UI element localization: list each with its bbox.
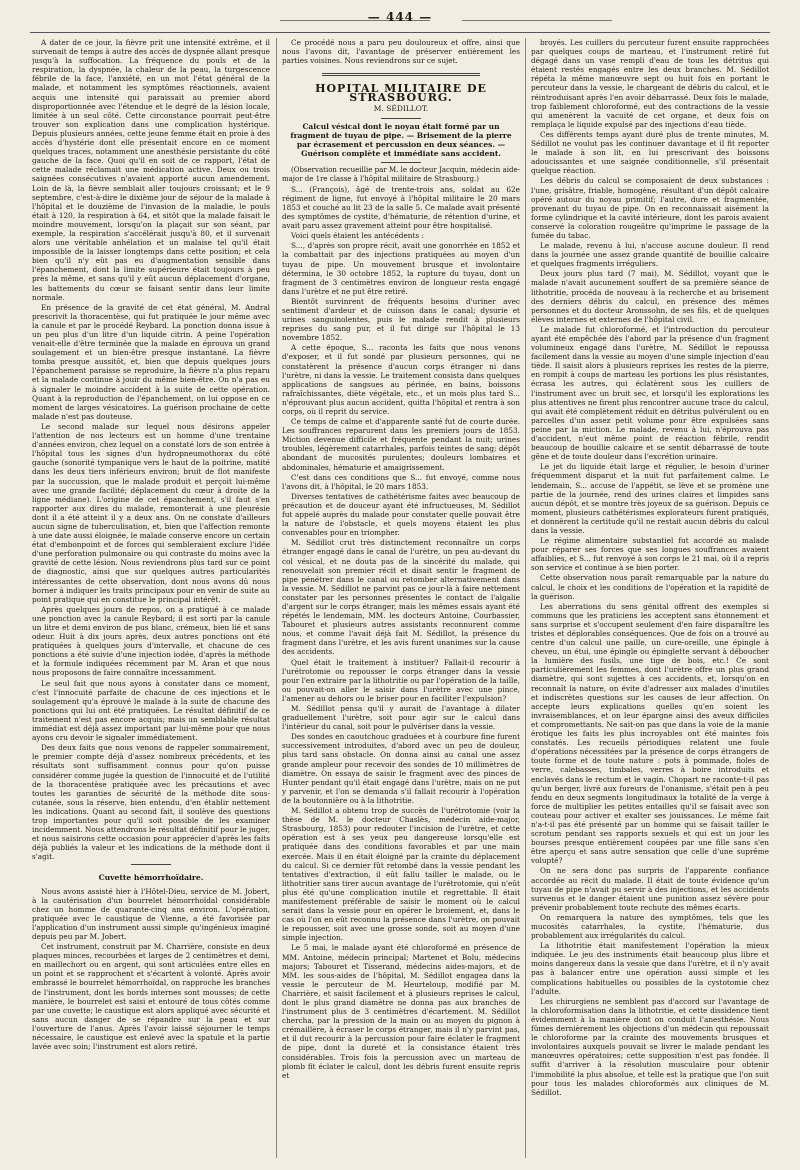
observation-note: (Observation recueillie par M. le docteur Jacquin, médecin aide-major de 1re classe à l'hôpital militaire de Strasbourg.) bbox=[282, 165, 520, 183]
paragraph: Deux jours plus tard (7 mai), M. Sédillot, voyant que le malade n'avait aucunement souffert de sa première séance de lithotritie, procéda de nouveau à la recherche et au brisement des derniers débris du calcul, en présence des mêmes personnes et du docteur Aronssohn, de ses fils, et de quelques élèves internes et externes de l'hôpital civil. bbox=[531, 269, 769, 324]
paragraph: Cette observation nous paraît remarquable par la nature du calcul, le choix et les conditions de l'opération et la rapidité de la guérison. bbox=[531, 573, 769, 601]
paragraph: En présence de la gravité de cet état général, M. Andral prescrivit la thoracentèse, qui fut pratiquée le jour même avec la canule et par le procédé Reybard. La ponction donna issue à un peu plus d'un litre d'un liquide citrin. A peine l'opération venait-elle d'être terminée que la malade en éprouva un grand soulagement et un bien-être presque instantané. La fièvre tomba presque aussitôt, et, bien que depuis quelques jours l'épanchement paraisse se reproduire, la fièvre n'a plus reparu et la malade continue à jouir du même bien-être. On n'a pas eu à signaler le moindre accident à la suite de cette opération. Quant à la reproduction de l'épanchement, on lui oppose en ce moment de larges vésicatoires. La guérison prochaine de cette malade n'est pas douteuse. bbox=[32, 302, 270, 421]
paragraph: Les aberrations du sens génital offrent des exemples si communs que les praticiens les acceptent sans étonnement et sans surprise et s'occupent seulement d'en faire disparaître les tristes et déplorables conséquences. Que de fois on a trouvé au centre d'un calcul une paille, un cure-oreille, une épingle à cheveu, un étui, une épingle ou épinglette servant à déboucher la lumière des fusils, une tige de bois, etc.! Ce sont particulièrement les femmes, dont l'urètre offre un plus grand diamètre, qui sont sujettes à ces accidents, et, lorsqu'on en reconnaît la nature, on évite d'adresser aux malades d'inutiles et indiscrètes questions sur les causes de leur affection. On accepte leurs explications quelles qu'en soient les invraisemblances, et on leur épargne ainsi des aveux difficiles et compromettants. Ne sait-on pas que dans la voie de la manie érotique les faits les plus incroyables ont été maintes fois constatés. Les recueils périodiques relatent une foule d'opérations nécessitées par la présence de corps étrangers de toute forme et de toute nature : pots à pommade, fioles de verre, calebasses, timbales, verres à boire introduits et enclavés dans le rectum et le vagin. Chopart ne raconte-t-il pas qu'un berger, livré aux fureurs de l'onanisme, s'était pen à peu fendu en deux segments longitudinaux la totalité de la verge à force de multiplier les petites entailles qu'il se faisait avec son couteau pour activer et exalter ses jouissances. Le même fait n'a-t-il pas été présenté par un homme qui se faisait tailler le scrotum pendant ses rapports sexuels et qui est un jour les bourses presque entièrement coupées par une fille sans s'en être aperçu et sans autre sensation que celle d'une suprême volupté? bbox=[531, 601, 769, 866]
section-divider bbox=[381, 118, 421, 119]
column-2 bbox=[282, 38, 520, 1163]
paragraph: Voici quels étaient les antécédents : bbox=[291, 231, 424, 241]
paragraph: A cette époque, S... raconta les faits que nous venons d'exposer, et il fut sondé par plusieurs personnes, qui ne constatèrent la présence d'aucun corps étranger ni dans l'urètre, ni dans la vessie. Le traitement consista dans quelques applications de sangsues au périnée, en bains, boissons rafraîchissantes, diète végétale, etc., et un mois plus tard S... n'éprouvant plus aucun accident, quitta l'hôpital et rentra à son corps, où il reprit du service. bbox=[282, 343, 520, 416]
paragraph: Des sondes en caoutchouc graduées et à courbure fine furent successivement introduites, d'abord avec un peu de douleur, plus tard sans obstacle. On donna ainsi au canal une assez grande ampleur pour recevoir des sondes de 10 millimètres de diamètre. On essaya de saisir le fragment avec des pinces de Hunter pendant qu'il était engagé dans l'urètre, mais on ne put y parvenir, et l'on se demanda s'il fallait recourir à l'opération de la boutonnière ou à la lithotritie. bbox=[282, 732, 520, 805]
paragraph: Ce procédé nous a paru peu douloureux et offre, ainsi que nous l'avons dit, l'avantage de préserver entièrement les parties voisines. Nous reviendrons sur ce sujet. bbox=[282, 38, 520, 66]
section-divider bbox=[131, 864, 171, 865]
paragraph: La lithotritie était manifestement l'opération la mieux indiquée. Le jeu des instruments était beaucoup plus libre et moins dangereux dans la vessie que dans l'urètre, et il n'y avait pas à balancer entre une opération aussi simple et les complications habituelles ou possibles de la cystotomie chez l'adulte. bbox=[531, 941, 769, 996]
paragraph: Diverses tentatives de cathétérisme faites avec beaucoup de précaution et de douceur ayant été infructueuses, M. Sédillot fut appelé auprès du malade pour constater quelle pouvait être la nature de l'obstacle, et quels moyens étaient les plus convenables pour en triompher. bbox=[282, 491, 520, 538]
case-title: Calcul vésical dont le noyau était formé par un fragment de tuyau de pipe. — Brisement de la pierre par écrasement et percussion en deux séances. — Guérison complète et immédiate sans accident. bbox=[290, 121, 512, 158]
paragraph: Le seul fait que nous ayons à constater dans ce moment, c'est l'innocuité parfaite de chacune de ces injections et le soulagement qu'a éprouvé le malade à la suite de chacune des ponctions qui lui ont été pratiquées. Le résultat définitif de ce traitement n'est pas encore acquis; mais un semblable résultat immédiat est déjà assez important par lui-même pour que nous ayons cru devoir le signaler immédiatement. bbox=[32, 678, 270, 743]
paragraph: S..., d'après son propre récit, avait une gonorrhée en 1852 et la combattait par des injections pratiquées au moyen d'un tuyau de pipe. Un mouvement brusque et involontaire détermina, le 30 octobre 1852, la rupture du tuyau, dont un fragment de 3 centimètres environ de longueur resta engagé dans l'urètre et ne put être retiré. bbox=[282, 241, 520, 296]
column-3 bbox=[531, 38, 769, 1163]
paragraph: Après quelques jours de repos, on a pratiqué à ce malade une ponction avec la canule Reybard; il est sorti par la canule un litre et demi environ de pus blanc, crémeux, bien lié et sans odeur. Huit à dix jours après, deux autres ponctions ont été pratiquées à quelques jours d'intervalle, et chacune de ces ponctions a été suivie d'une injection iodée, d'après la méthode et la formule indiquées récemment par M. Aran et que nous nous proposons de faire connaître incessamment. bbox=[32, 604, 270, 678]
column-1 bbox=[32, 38, 270, 1163]
page-number: — 444 — bbox=[367, 10, 433, 24]
paragraph: Quel était le traitement à instituer? Fallait-il recourir à l'urétrotomie ou repousser le corps étranger dans la vessie pour l'en extraire par la lithotritie ou par l'opération de la taille, ou pouvait-on aller le saisir dans l'urètre avec une pince, l'amener au dehors ou le briser pour en faciliter l'expulsion? bbox=[282, 657, 520, 703]
column-separator-1 bbox=[276, 38, 277, 1158]
paragraph: Des deux faits que nous venons de rappeler sommairement, le premier compte déjà d'assez nombreux précédents, et les résultats sont suffisamment connus pour qu'on puisse considérer comme jugée la question de l'innocuité et de l'utilité de la thoracentèse pratiquée avec les précautions et avec toutes les garanties de sécurité de la méthode dite sous-cutanée, sous la réserve, bien entendu, d'en établir nettement les indications. Quant au second fait, il soulève des questions trop importantes pour qu'il soit possible de les examiner incidemment. Nous attendrons le résultat définitif pour le juger, et nous saisirons cette occasion pour apprécier d'après les faits déjà publiés la valeur et les indications de la méthode dont il s'agit. bbox=[32, 743, 270, 862]
paragraph: M. Sédillot a obtenu trop de succès de l'urétrotomie (voir la thèse de M. le docteur Chaslès, médecin aide-major, Strasbourg, 1853) pour redouter l'incision de l'urètre, et cette opération est à ses yeux peu dangereuse lorsqu'elle est pratiquée dans des conditions favorables et par une main exercée. Mais il en était éloigné par la crainte du déplacement du calcul. Si ce dernier fût retombé dans la vessie pendant les tentatives d'extraction, il eût fallu tailler le malade, ou le lithotritier sans tirer aucun avantage de l'urétrotomie, qui n'eût plus été qu'une complication inutile et regrettable. Il était manifestement préférable de saisir le moment où le calcul serait dans la vessie pour en opérer le broiement, et, dans le cas où l'on en eût reconnu la présence dans l'urètre, on pouvait le repousser, soit avec une grosse sonde, soit au moyen d'une simple injection. bbox=[282, 806, 520, 943]
paragraph: Les chirurgiens ne semblent pas d'accord sur l'avantage de la chloroformisation dans la lithotritie, et cette dissidence tient évidemment à la manière dont on conduit l'anesthésie. Nous fûmes dernièrement les objections d'un médecin qui repoussait le chloroforme par la crainte des mouvements brusques et involontaires auxquels pouvait se livrer le malade pendant les manœuvres opératoires; cette supposition n'est pas fondée. Il suffit d'arriver à la résolution musculaire pour obtenir l'immobilité la plus absolue, et telle est la pratique que l'on suit pour tous les malades chloroformés aux cliniques de M. Sédillot. bbox=[531, 996, 769, 1097]
section-title-hopital: HOPITAL MILITAIRE DE STRASBOURG. bbox=[315, 82, 487, 105]
section-subtitle: M. SÉDILLOT. bbox=[373, 104, 429, 114]
section-title-cuvette: Cuvette hémorrhoïdaire. bbox=[98, 873, 204, 883]
paragraph: broyés. Les cuillers du percuteur furent ensuite rapprochées par quelques coups de marteau, et l'instrument retiré fut dégagé dans un vase rempli d'eau de tous les détritus qui étaient restés engagés entre les deux branches. M. Sédillot répéta la même manœuvre sept ou huit fois en portant le percuteur dans la vessie, le chargeant de débris du calcul, et le réintroduisant après l'en avoir débarrassé. Deux fois le malade, trop faiblement chloroformé, eut des contractions de la vessie qui amenèrent la vacuité de cet organe, et deux fois on remplaça le liquide expulsé par des injections d'eau tiède. bbox=[531, 38, 769, 129]
paragraph: Le jet du liquide était large et régulier, le besoin d'uriner fréquemment disparut et la nuit fut parfaitement calme. Le lendemain, S... accuse de l'appétit, se lève et se promène une partie de la journée, rend des urines claires et limpides sans aucun dépôt, et se montre très joyeux de sa guérison. Depuis ce moment, plusieurs cathétérismes explorateurs furent pratiqués, et donnèrent la certitude qu'il ne restait aucun débris du calcul dans la vessie. bbox=[531, 462, 769, 535]
paragraph: M. Sédillot pensa qu'il y aurait de l'avantage à dilater graduellement l'urètre, soit pour agir sur le calcul dans l'intérieur du canal, soit pour le pulvériser dans la vessie. bbox=[282, 704, 520, 732]
paragraph: M. Sédillot crut très distinctement reconnaître un corps étranger engagé dans le canal de l'urètre, un peu au-devant du col vésical, et ne douta pas de la sincérité du malade, qui renouvelait son premier récit et disait sentir le fragment de pipe pénétrer dans le canal ou retomber alternativement dans la vessie. M. Sédillot ne parvint pas ce jour-là à faire nettement constater par les personnes présentes le contact de l'algalie d'argent sur le corps étranger, mais les mêmes essais ayant été répétés le lendemain, MM. les docteurs Antoine, Courbassier, Tabouret et plusieurs autres assistants reconnurent comme nous, et comme l'avait déjà fait M. Sédillot, la présence du fragment dans l'urètre, et les avis furent unanimes sur la cause des accidents. bbox=[282, 538, 520, 657]
paragraph: Ce temps de calme et d'apparente santé fut de courte durée. Les souffrances reparurent dans les premiers jours de 1853. Miction devenue difficile et fréquente pendant la nuit; urines troubles, légèrement catarrhales, parfois teintes de sang; dépôt abondant de mucosités purulentes; douleurs lombaires et abdominales, hématurie et amaigrissement. bbox=[282, 417, 520, 472]
paragraph: Cet instrument, construit par M. Charrière, consiste en deux plaques minces, recourbées et larges de 2 centimètres et demi, en maillechort ou en argent, qui sont articulées entre elles en un point et se rapprochent et s'écartent à volonté. Après avoir embrassé le bourrelet hémorrhoïdal, on rapproche les branches de l'instrument, dont les bords internes sont mousses; de cette manière, le bourrelet est saisi et entouré de tous côtés comme par une cuvette; le caustique est alors appliqué avec sécurité et sans aucun danger de se répandre sur la peau et sur l'ouverture de l'anus. Après l'avoir laissé séjourner le temps nécessaire, le caustique est enlevé avec la spatule et la partie lavée avec soin; l'instrument est alors retiré. bbox=[32, 942, 270, 1052]
section-double-rule bbox=[322, 73, 480, 76]
paragraph: On remarquera la nature des symptômes, tels que les mucosités catarrhales, la cystite, l'hématurie, dus probablement aux irrégularités du calcul. bbox=[531, 912, 769, 941]
paragraph: Les débris du calcul se composaient de deux substances : l'une, grisâtre, friable, homogène, résultant d'un dépôt calcaire opéré autour du noyau primitif; l'autre, dure et fragmentée, provenant du tuyau de pipe. On en reconnaissait aisément la forme cylindrique et la cavité intérieure, dont les parois avaient conservé la coloration rougeâtre qu'imprime le passage de la fumée du tabac. bbox=[531, 176, 769, 240]
column-separator-2 bbox=[525, 38, 526, 1158]
paragraph: Le 5 mai, le malade ayant été chloroformé en présence de MM. Antoine, médecin principal; Martenet et Bolu, médecins majors; Tabouret et Tisserand, médecins aides-majors, et de MM. les sous-aides de l'hôpital, M. Sédillot engagea dans la vessie le percuteur de M. Heurteloup, modifié par M. Charrière, et saisit facilement et à plusieurs reprises le calcul, dont le plus grand diamètre ne donna pas aux branches de l'instrument plus de 3 centimètres d'écartement. M. Sédillot chercha, par la pression de la main ou au moyen du pignon à crémaillère, à écraser le corps étranger, mais il n'y parvint pas, et il dut recourir à la percussion pour faire éclater le fragment de pipe, dont la dureté et la consistance étaient très considérables. Trois fois la percussion avec un marteau de plomb fit éclater le calcul, dont les débris furent ensuite repris et bbox=[282, 943, 520, 1080]
paragraph: A dater de ce jour, la fièvre prit une intensité extrême, et il survenait de temps à autre des accès de dyspnée allant presque jusqu'à la suffocation. La fréquence du pouls et de la respiration, la dyspnée, la chaleur de la peau, la turgescence fébrile de la face, l'anxiété, en un mot l'état général de la malade, et notamment les symptômes réactionnels, avaient acquis une intensité qui paraissait au premier abord disproportionnée avec l'étendue et le degré de la lésion locale, limitée à un seul côté. Cette circonstance pourrait peut-être trouver son explication dans une complication hystérique. Depuis plusieurs années, cette jeune femme était en proie à des accès d'hystérie dont elle présentait encore en ce moment quelques traces, notamment une anesthésie persistante du côté gauche de la face. Quoi qu'il en soit de ce rapport, l'état de cette malade réclamait une médication active. Deux ou trois saignées consécutives n'avaient apporté aucun amendement. Loin de là, la fièvre semblait aller toujours croissant; et le 9 septembre, c'est-à-dire le dixième jour de séjour de la malade à l'hôpital et le douzième de l'invasion de la maladie, le pouls était à 120, la respiration à 64, et sitôt que la malade faisait le moindre mouvement, lorsqu'on la plaçait sur son séant, par exemple, la respiration s'accélérait jusqu'à 80, et il survenait alors une véritable anhélation et un malaise tel qu'il était impossible de la laisser longtemps dans cette position; et cela bien qu'il n'y eût pas eu d'augmentation sensible dans l'épanchement, dont la limite supérieure était toujours à peu près la même, et sans qu'il y eût aucun déplacement d'organe, les battements du cœur se faisant sentir dans leur limite normale. bbox=[32, 38, 270, 302]
paragraph: Le second malade sur lequel nous désirons appeler l'attention de nos lecteurs est un homme d'une trentaine d'années environ, chez lequel on a constaté lors de son entrée à l'hôpital tous les signes d'un hydropneumothorax du côté gauche (sonorité tympanique vers le haut de la poitrine, matité dans les deux tiers inférieurs environ; bruit de flot manifeste par la succussion, que le malade produit et perçoit lui-même avec une grande facilité; déplacement du cœur à droite de la ligne médiane). L'origine de cet épanchement, s'il faut s'en rapporter aux dires du malade, remonterait à une pleurésie dont il a été atteint il y a deux ans. On ne constate d'ailleurs aucun signe de tuberculisation, et, bien que l'affection remonte à une date aussi éloignée, le malade conserve encore un certain état d'embonpoint et de forces qui sembleraient exclure l'idée d'une perforation pulmonaire ou qui contraste du moins avec la gravité de cette lésion. Nous reviendrons plus tard sur ce point de diagnostic, ainsi que sur quelques autres particularités intéressantes de cette observation, dont nous avons dû nous borner à indiquer les traits principaux pour en venir de suite au point pratique qui en constitue le principal intérêt. bbox=[32, 421, 270, 604]
section-divider bbox=[381, 162, 421, 163]
paragraph: Nous avons assisté hier à l'Hôtel-Dieu, service de M. Jobert, à la cautérisation d'un bourrelet hémorrhoïdal considérable chez un homme de quarante-cinq ans environ. L'opération, pratiquée avec le caustique de Vienne, a été favorisée par l'application d'un instrument aussi simple qu'ingénieux imaginé depuis peu par M. Jobert. bbox=[32, 886, 270, 941]
paragraph: Le malade fut chloroformé, et l'introduction du percuteur ayant été empêchée dès l'abord par la présence d'un fragment volumineux engagé dans l'urètre, M. Sédillot le repoussa facilement dans la vessie au moyen d'une simple injection d'eau tiède. Il saisit alors à plusieurs reprises les restes de la pierre, en rompit à coups de marteau les portions les plus résistantes, écrasa les autres, qui éclatèrent sous les cuillers de l'instrument avec un bruit sec, et lorsqu'il les explorations les plus attentives ne firent plus rencontrer aucune trace du calcul, qui avait été complètement réduit en détritus pulvérulent ou en parcelles d'un assez petit volume pour être expulsées sans peine par la miction. Le malade, revenu à lui, n'éprouva pas d'accident, n'eut même point de réaction fébrile, rendit beaucoup de bouillie calcaire et se sentit débarrassé de toute gêne et de toute douleur dans l'excrétion urinaire. bbox=[531, 324, 769, 462]
paragraph: Le malade, revenu à lui, n'accuse aucune douleur. Il rend dans la journée une assez grande quantité de bouillie calcaire et quelques fragments irréguliers. bbox=[531, 241, 769, 269]
paragraph: S... (François), âgé de trente-trois ans, soldat au 62e régiment de ligne, fut envoyé à l'hôpital militaire le 20 mars 1853 et couché au lit 23 de la salle 5. Ce malade avait présenté des symptômes de cystite, d'hématurie, de rétention d'urine, et avait paru assez gravement atteint pour être hospitalisé. bbox=[282, 184, 520, 231]
paragraph: Bientôt survinrent de fréquents besoins d'uriner avec sentiment d'ardeur et de cuisson dans le canal; dysurie et urines sanguinolentes, puis le malade rendit à plusieurs reprises du sang pur, et il fut dirigé sur l'hôpital le 13 novembre 1852. bbox=[282, 296, 520, 343]
header-dash-right bbox=[462, 20, 612, 21]
paragraph: C'est dans ces conditions que S... fut envoyé, comme nous l'avons dit, à l'hôpital, le 20 mars 1853. bbox=[282, 472, 520, 491]
paragraph: On ne sera donc pas surpris de l'apparente confiance accordée au récit du malade. Il était de toute évidence qu'un tuyau de pipe n'avait pu servir à des injections, et les accidents survenus et le danger étaient une punition assez sévère pour prévenir probablement toute rechute des mêmes écarts. bbox=[531, 866, 769, 912]
paragraph: Le régime alimentaire substantiel fut accordé au malade pour réparer ses forces que ses longues souffrances avaient affaiblies, et S... fut renvoyé à son corps le 21 mai, où il a repris son service et continue à se bien porter. bbox=[531, 536, 769, 573]
paragraph: Ces différents temps ayant duré plus de trente minutes, M. Sédillot ne voulut pas les continuer davantage et il fit reporter le malade à son lit, en lui prescrivant des boissons adoucissantes et une saignée conditionnelle, s'il présentait quelque réaction. bbox=[531, 129, 769, 176]
page-header bbox=[30, 8, 770, 33]
